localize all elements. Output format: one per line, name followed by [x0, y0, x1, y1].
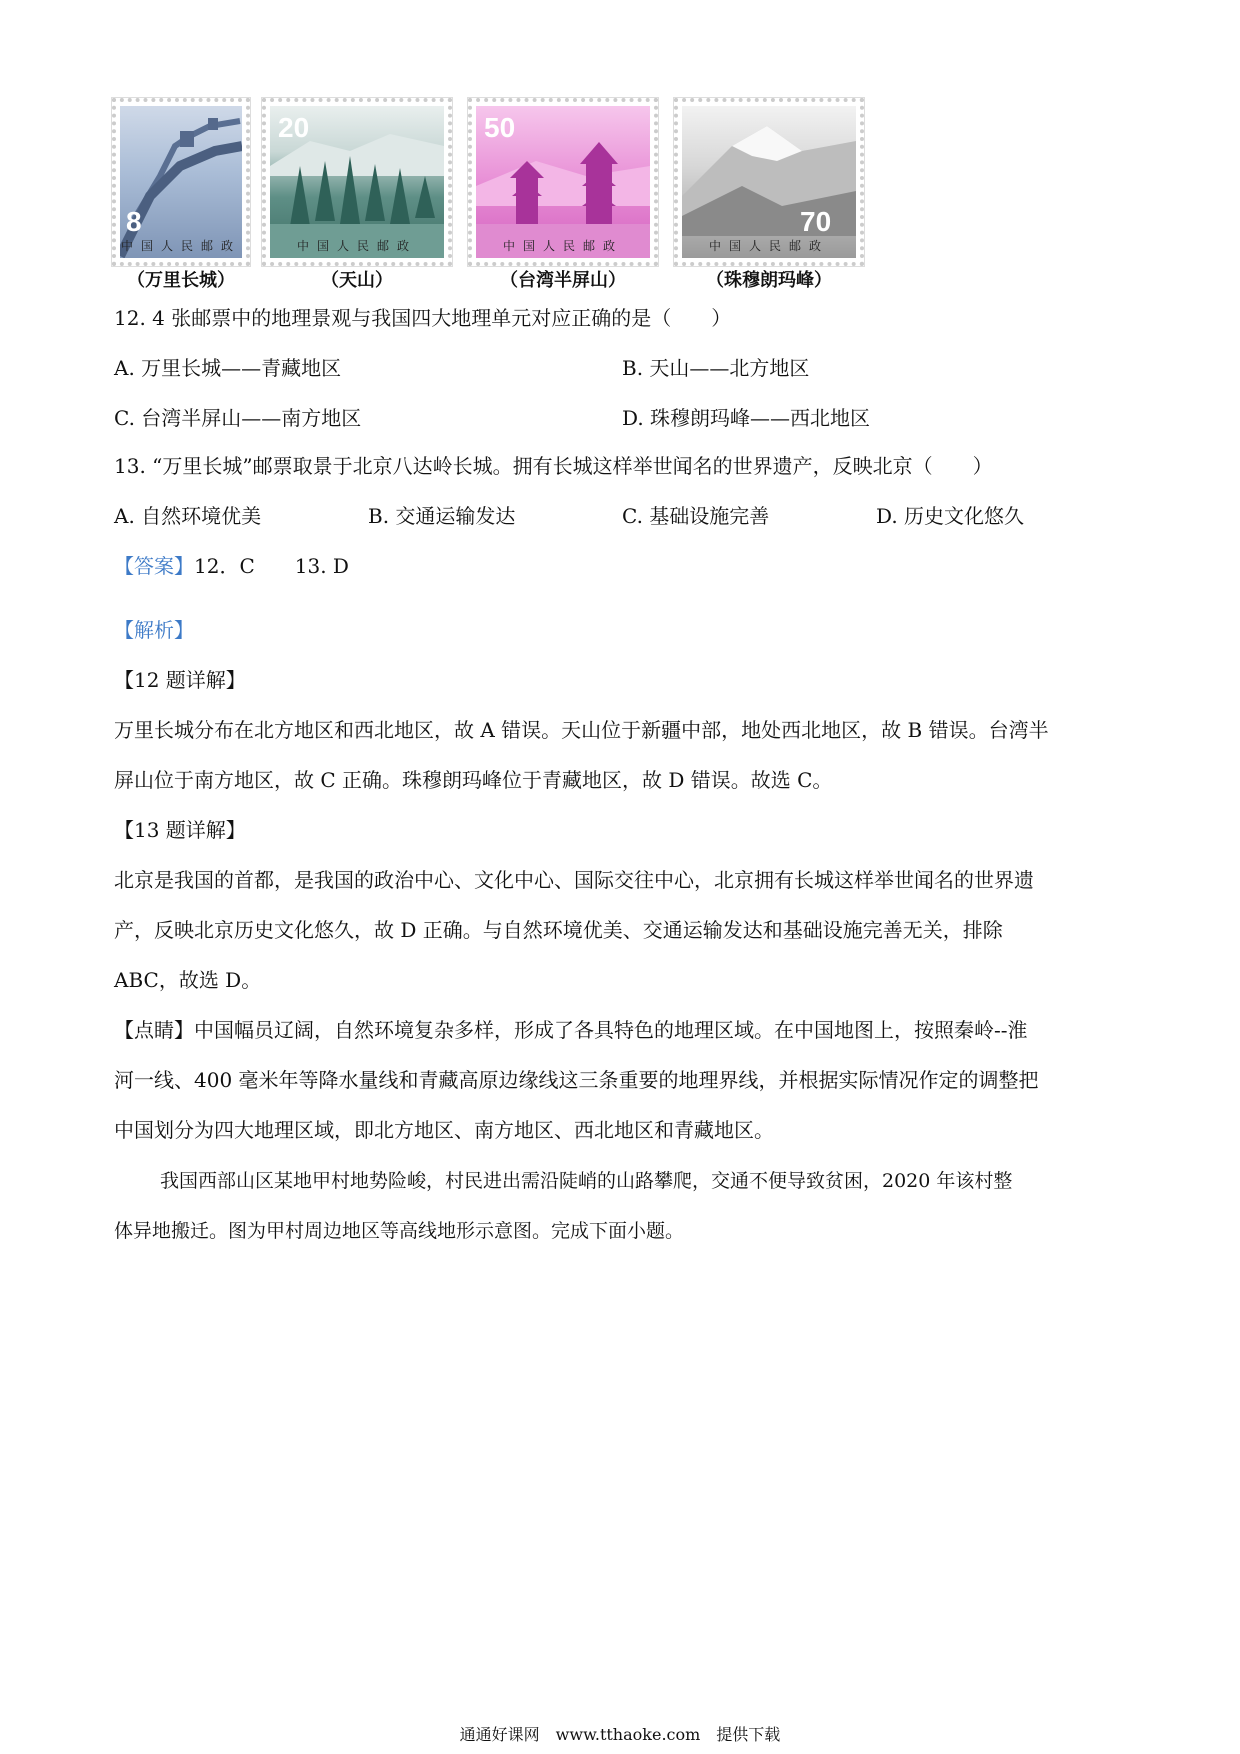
stamp-denomination: 70	[800, 206, 832, 237]
stamp-country: 中国人民邮政	[708, 239, 829, 253]
q12-detail-line: 万里长城分布在北方地区和西北地区，故 A 错误。天山位于新疆中部，地处西北地区，故 B 错误。台湾半	[114, 718, 1049, 742]
q12-option-b: B. 天山——北方地区	[622, 356, 810, 380]
q13-option-a: A. 自然环境优美	[114, 504, 262, 528]
stamp-caption: （万里长城）	[127, 270, 235, 291]
q13-detail-title: 【13 题详解】	[114, 818, 246, 842]
stamp-great-wall	[112, 98, 250, 266]
stamp-caption: （台湾半屏山）	[500, 270, 626, 291]
question-12-stem: 12. 4 张邮票中的地理景观与我国四大地理单元对应正确的是（ ）	[114, 306, 732, 330]
tip-line: 【点睛】中国幅员辽阔，自然环境复杂多样，形成了各具特色的地理区域。在中国地图上，按照秦岭--淮	[114, 1018, 1028, 1042]
q13-option-b: B. 交通运输发达	[368, 504, 516, 528]
answer-text: 12．C 13. D	[194, 554, 349, 578]
stamp-tianshan	[262, 98, 452, 266]
tip-line: 河一线、400 毫米年等降水量线和青藏高原边缘线这三条重要的地理界线，并根据实际情况作定的调整把	[114, 1068, 1039, 1092]
q13-detail-line: 产，反映北京历史文化悠久，故 D 正确。与自然环境优美、交通运输发达和基础设施完善无关，排除	[114, 918, 1003, 942]
stamp-denomination: 8	[126, 206, 142, 237]
q12-option-d: D. 珠穆朗玛峰——西北地区	[622, 406, 871, 430]
q13-option-c: C. 基础设施完善	[622, 504, 770, 528]
q13-detail-line: ABC，故选 D。	[114, 968, 262, 992]
stamp-country: 中国人民邮政	[296, 239, 417, 253]
tip-line: 中国划分为四大地理区域，即北方地区、南方地区、西北地区和青藏地区。	[114, 1118, 774, 1142]
intro-line: 体异地搬迁。图为甲村周边地区等高线地形示意图。完成下面小题。	[114, 1220, 685, 1242]
stamp-caption: （珠穆朗玛峰）	[706, 270, 832, 291]
stamp-denomination: 20	[278, 112, 310, 143]
q12-detail-line: 屏山位于南方地区，故 C 正确。珠穆朗玛峰位于青藏地区，故 D 错误。故选 C。	[114, 768, 833, 792]
q12-option-c: C. 台湾半屏山——南方地区	[114, 406, 362, 430]
stamp-banpingshan	[468, 98, 658, 266]
stamp-everest	[674, 98, 864, 266]
question-13-stem: 13. “万里长城”邮票取景于北京八达岭长城。拥有长城这样举世闻名的世界遗产，反映北京（ ）	[114, 454, 993, 478]
q12-option-a: A. 万里长城——青藏地区	[114, 356, 342, 380]
stamp-caption: （天山）	[321, 270, 393, 291]
answer-label: 【答案】	[114, 554, 194, 578]
stamp-country: 中国人民邮政	[502, 239, 623, 253]
answer-line	[114, 550, 349, 579]
intro-line: 我国西部山区某地甲村地势险峻，村民进出需沿陡峭的山路攀爬，交通不便导致贫困，2020 年该村整	[160, 1170, 1013, 1192]
stamp-denomination: 50	[484, 112, 516, 143]
stamp-country: 中国人民邮政	[120, 239, 241, 253]
page-footer: 通通好课网 www.tthaoke.com 提供下载	[459, 1725, 781, 1744]
q12-detail-title: 【12 题详解】	[114, 668, 246, 692]
analysis-label: 【解析】	[114, 618, 194, 642]
q13-option-d: D. 历史文化悠久	[876, 504, 1025, 528]
q13-detail-line: 北京是我国的首都，是我国的政治中心、文化中心、国际交往中心，北京拥有长城这样举世闻名的世界遗	[114, 868, 1034, 892]
